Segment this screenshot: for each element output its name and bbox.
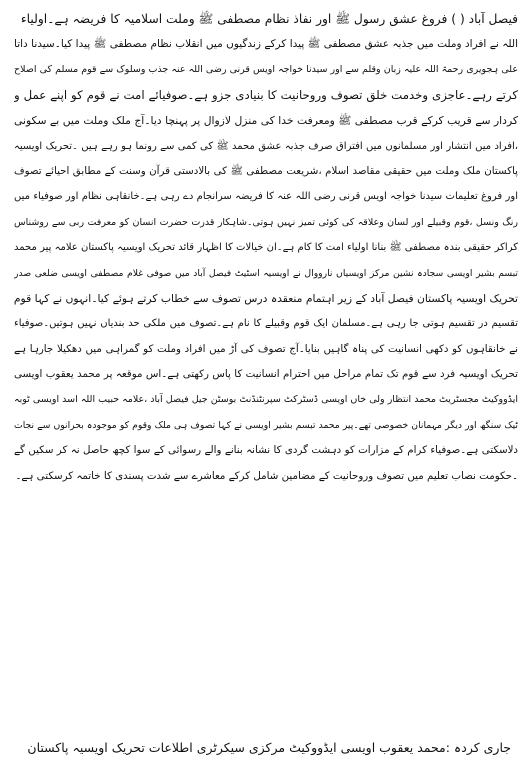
body-line: کراکر حقیقی بندہ مصطفی ﷺ بنانا اولیاء امت کا کام ہے۔ان خیالات کا اظہار قائد تحریک اویسیہ پاکستان علامہ پیر محمد (14, 242, 518, 254)
press-release-body (14, 32, 518, 489)
body-line: اور فروغ تعلیمات سیدنا خواجہ اویس قرنی رضی اللہ عنہ کا فریضہ سرانجام دے رہی ہے۔خانقاہی نظام اور صوفیاء میں (14, 191, 518, 203)
body-line: تحریک اویسیہ پاکستان فیصل آباد کے زیر اہتمام منعقدہ درس تصوف سے خطاب کرتے ہوئے کیا۔انہوں نے کہا قوم (14, 291, 518, 305)
body-line: کرتے رہے۔عاجزی وخدمت خلق تصوف وروحانیت کا بنیادی جزو ہے۔صوفیائے امت نے قوم کو اپنے عمل و (14, 87, 518, 102)
body-line: علی ہجویری رحمۃ اللہ علیہ زبان وقلم سے اور سیدنا خواجہ اویس قرنی رضی اللہ عنہ جذب وسلوک سے قوم مسلم کی اصلاح (14, 64, 518, 76)
body-line: پاکستان ملک وملت میں حقیقی مقاصد اسلام ،شریعت مصطفی ﷺ کی بالادستی قرآن وسنت کے مطابق احیائے تصوف (14, 164, 518, 177)
body-line: نے خانقاہوں کو دکھی انسانیت کی پناہ گاہیں بنایا۔آج تصوف کی آڑ میں افراد وملت کو گمراہی میں دھکیلا جارہا ہے (14, 342, 518, 355)
body-line: رنگ ونسل ،قوم وقبیلے اور لسان وعلاقہ کی کوئی تمیز نہیں ہوتی۔شاہکار قدرت حضرت انسان کو معرفت ربی سے روشناس (14, 216, 518, 228)
press-release-page (14, 6, 518, 489)
issued-by-footer: جاری کردہ :محمد یعقوب اویسی ایڈووکیٹ مرکزی سیکرٹری اطلاعات تحریک اویسیہ پاکستان (27, 740, 511, 755)
body-line: ۔حکومت نصاب تعلیم میں تصوف وروحانیت کے مضامین شامل کرکے معاشرے سے شدت پسندی کا خاتمہ کرسکتی ہے۔ (15, 469, 518, 482)
dateline-row (14, 6, 518, 32)
body-line: اللہ نے افراد وملت میں جذبہ عشق مصطفی ﷺ پیدا کرکے زندگیوں میں انقلاب نظام مصطفی ﷺ پیدا کیا۔سیدنا داتا (14, 38, 518, 50)
dateline-text: فیصل آباد ( ) فروغ عشق رسول ﷺ اور نفاذ نظام مصطفی ﷺ وملت اسلامیہ کا فریضہ ہے۔اولیاء (20, 12, 518, 26)
body-line: ،افراد میں انتشار اور مسلمانوں میں افتراق صرف جذبہ عشق محمد ﷺ کی کمی سے رونما ہو رہے ہیں ۔تحریک اویسیہ (14, 140, 518, 152)
body-line: تحریک اویسیہ فرد سے قوم تک تمام مراحل میں احترام انسانیت کا پاس رکھتی ہے۔اس موقعہ پر محمد یعقوب اویسی (14, 368, 518, 381)
body-line: ٹیک سنگھ اور دیگر مہمانان خصوصی تھے۔پیر محمد تبسم بشیر اویسی نے کہا تصوف ہی ملک وقوم کو موجودہ بحرانوں سے نجات (14, 419, 518, 431)
body-line: دلاسکتی ہے۔صوفیاء کرام کے مزارات کو دہشت گردی کا نشانہ بنانے والے رسوائی کے سوا کچھ حاصل نہ کر سکیں گے (14, 444, 518, 457)
body-line: کردار سے قریب کرکے قرب مصطفی ﷺ ومعرفت خدا کی منزل لازوال پر پہنچا دیا۔آج ملک وملت میں بے سکونی (14, 114, 518, 128)
body-line: تبسم بشیر اویسی سجادہ نشین مرکز اویسیاں نارووال نے اویسیہ اسٹیٹ فیصل آباد میں صوفی غلام مصطفی اویسی ضلعی صدر (14, 267, 518, 279)
body-line: ایڈووکیٹ مجسٹریٹ محمد انتظار ولی خاں اویسی ڈسٹرکٹ سپرنٹنڈنٹ بوسٹن جیل فیصل آباد ،علامہ حبیب اللہ اسد اویسی ٹوبہ (14, 394, 518, 406)
body-line: تقسیم در تقسیم ہوتی جا رہی ہے۔مسلمان ایک قوم وقبیلے کا نام ہے۔تصوف میں ملکی حد بندیاں نہیں ہوتیں۔صوفیاء (14, 318, 518, 330)
